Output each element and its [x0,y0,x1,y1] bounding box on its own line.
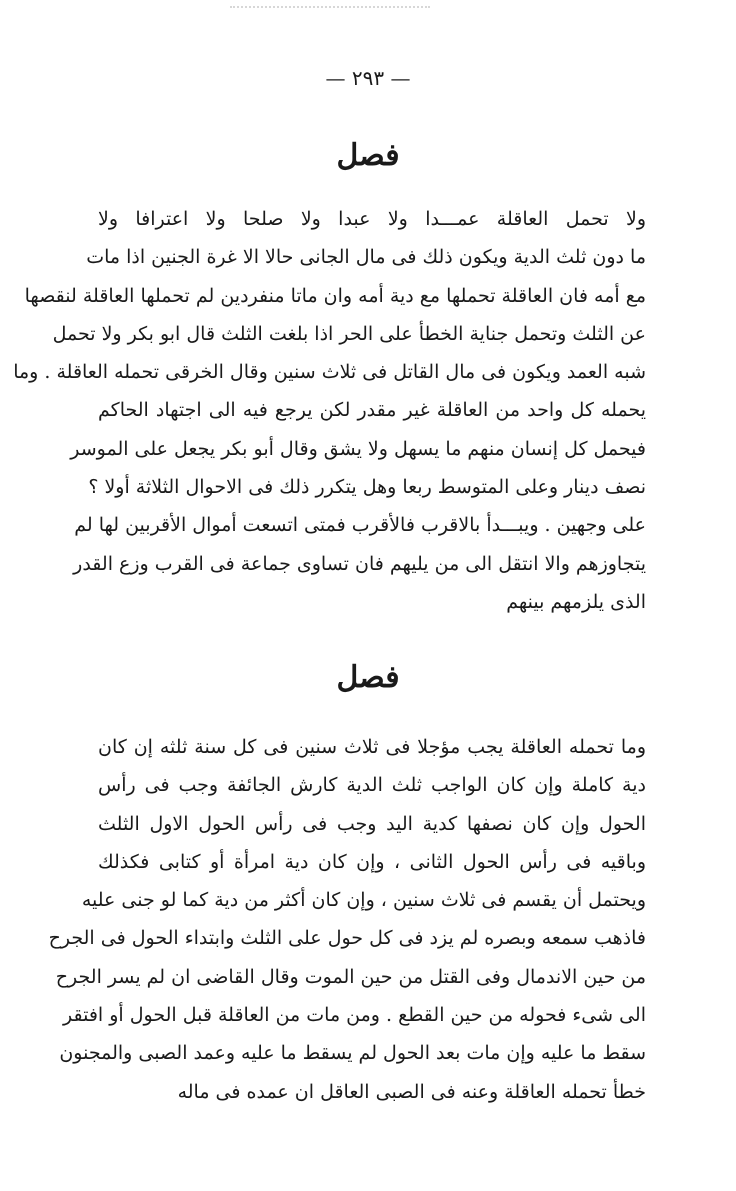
text-line: وما تحمله العاقلة يجب مؤجلا فى ثلاث سنين فى كل سنة ثلثه إن كان [98,736,646,758]
text-line: ولا تحمل العاقلة عمـــدا ولا عبدا ولا صلحا ولا اعترافا ولا [98,208,646,230]
text-line: على وجهين . ويبـــدأ بالاقرب فالأقرب فمتى اتسعت أموال الأقربين لها لم [74,514,646,537]
text-line: ويحتمل أن يقسم فى ثلاث سنين ، وإن كان أكثر من دية كما لو جنى عليه [81,889,646,912]
text-line: ما دون ثلث الدية ويكون ذلك فى مال الجانى حالا الا غرة الجنين اذا مات [86,246,646,269]
text-line: نصف دينار وعلى المتوسط ربعا وهل يتكرر ذلك فى الاحوال الثلاثة أولا ؟ [88,476,646,499]
text-line: دية كاملة وإن كان الواجب ثلث الدية كارش الجائفة وجب فى رأس [98,774,646,797]
text-line: الحول وإن كان نصفها كدية اليد وجب فى رأس الحول الاول الثلث [98,812,646,835]
text-line: يحمله كل واحد من العاقلة غير مقدر لكن يرجع فيه الى اجتهاد الحاكم [98,399,646,422]
text-line: سقط ما عليه وإن مات بعد الحول لم يسقط ما عليه وعمد الصبى والمجنون [59,1042,646,1065]
text-line: مع أمه فان العاقلة تحملها مع دية أمه وان ماتا منفردين لم تحملها العاقلة لنقصها [24,284,646,307]
page-number: — ٢٩٣ — [325,66,411,90]
section-1-paragraph [13,200,646,621]
text-line: فاذهب سمعه وبصره لم يزد فى كل حول على الثلث وابتداء الحول فى الجرح [48,927,646,950]
section-heading-1: فصل [336,138,400,173]
text-line: من حين الاندمال وفى القتل من حين الموت وقال القاضى ان لم يسر الجرح [55,965,646,988]
text-line: فيحمل كل إنسان منهم ما يسهل ولا يشق وقال أبو بكر يجعل على الموسر [70,437,646,460]
text-line: الذى يلزمهم بينهم [506,590,646,613]
scan-artifact-dots [230,6,430,18]
text-line: عن الثلث وتحمل جناية الخطأ على الحر اذا بلغت الثلث قال ابو بكر ولا تحمل [52,322,646,345]
section-2-paragraph [48,728,646,1111]
text-line: وباقيه فى رأس الحول الثانى ، وإن كان دية امرأة أو كتابى فكذلك [98,850,646,873]
text-line: الى شىء فحوله من حين القطع . ومن مات من العاقلة قبل الحول أو افتقر [63,1004,646,1027]
text-line: يتجاوزهم والا انتقل الى من يليهم فان تساوى جماعة فى القرب وزع القدر [73,552,646,575]
text-line: خطأ تحمله العاقلة وعنه فى الصبى العاقل ان عمده فى ماله [177,1080,646,1103]
text-line: شبه العمد ويكون فى مال القاتل فى ثلاث سنين وقال الخرقى تحمله العاقلة . وما [13,361,646,384]
section-heading-2: فصل [336,660,400,695]
